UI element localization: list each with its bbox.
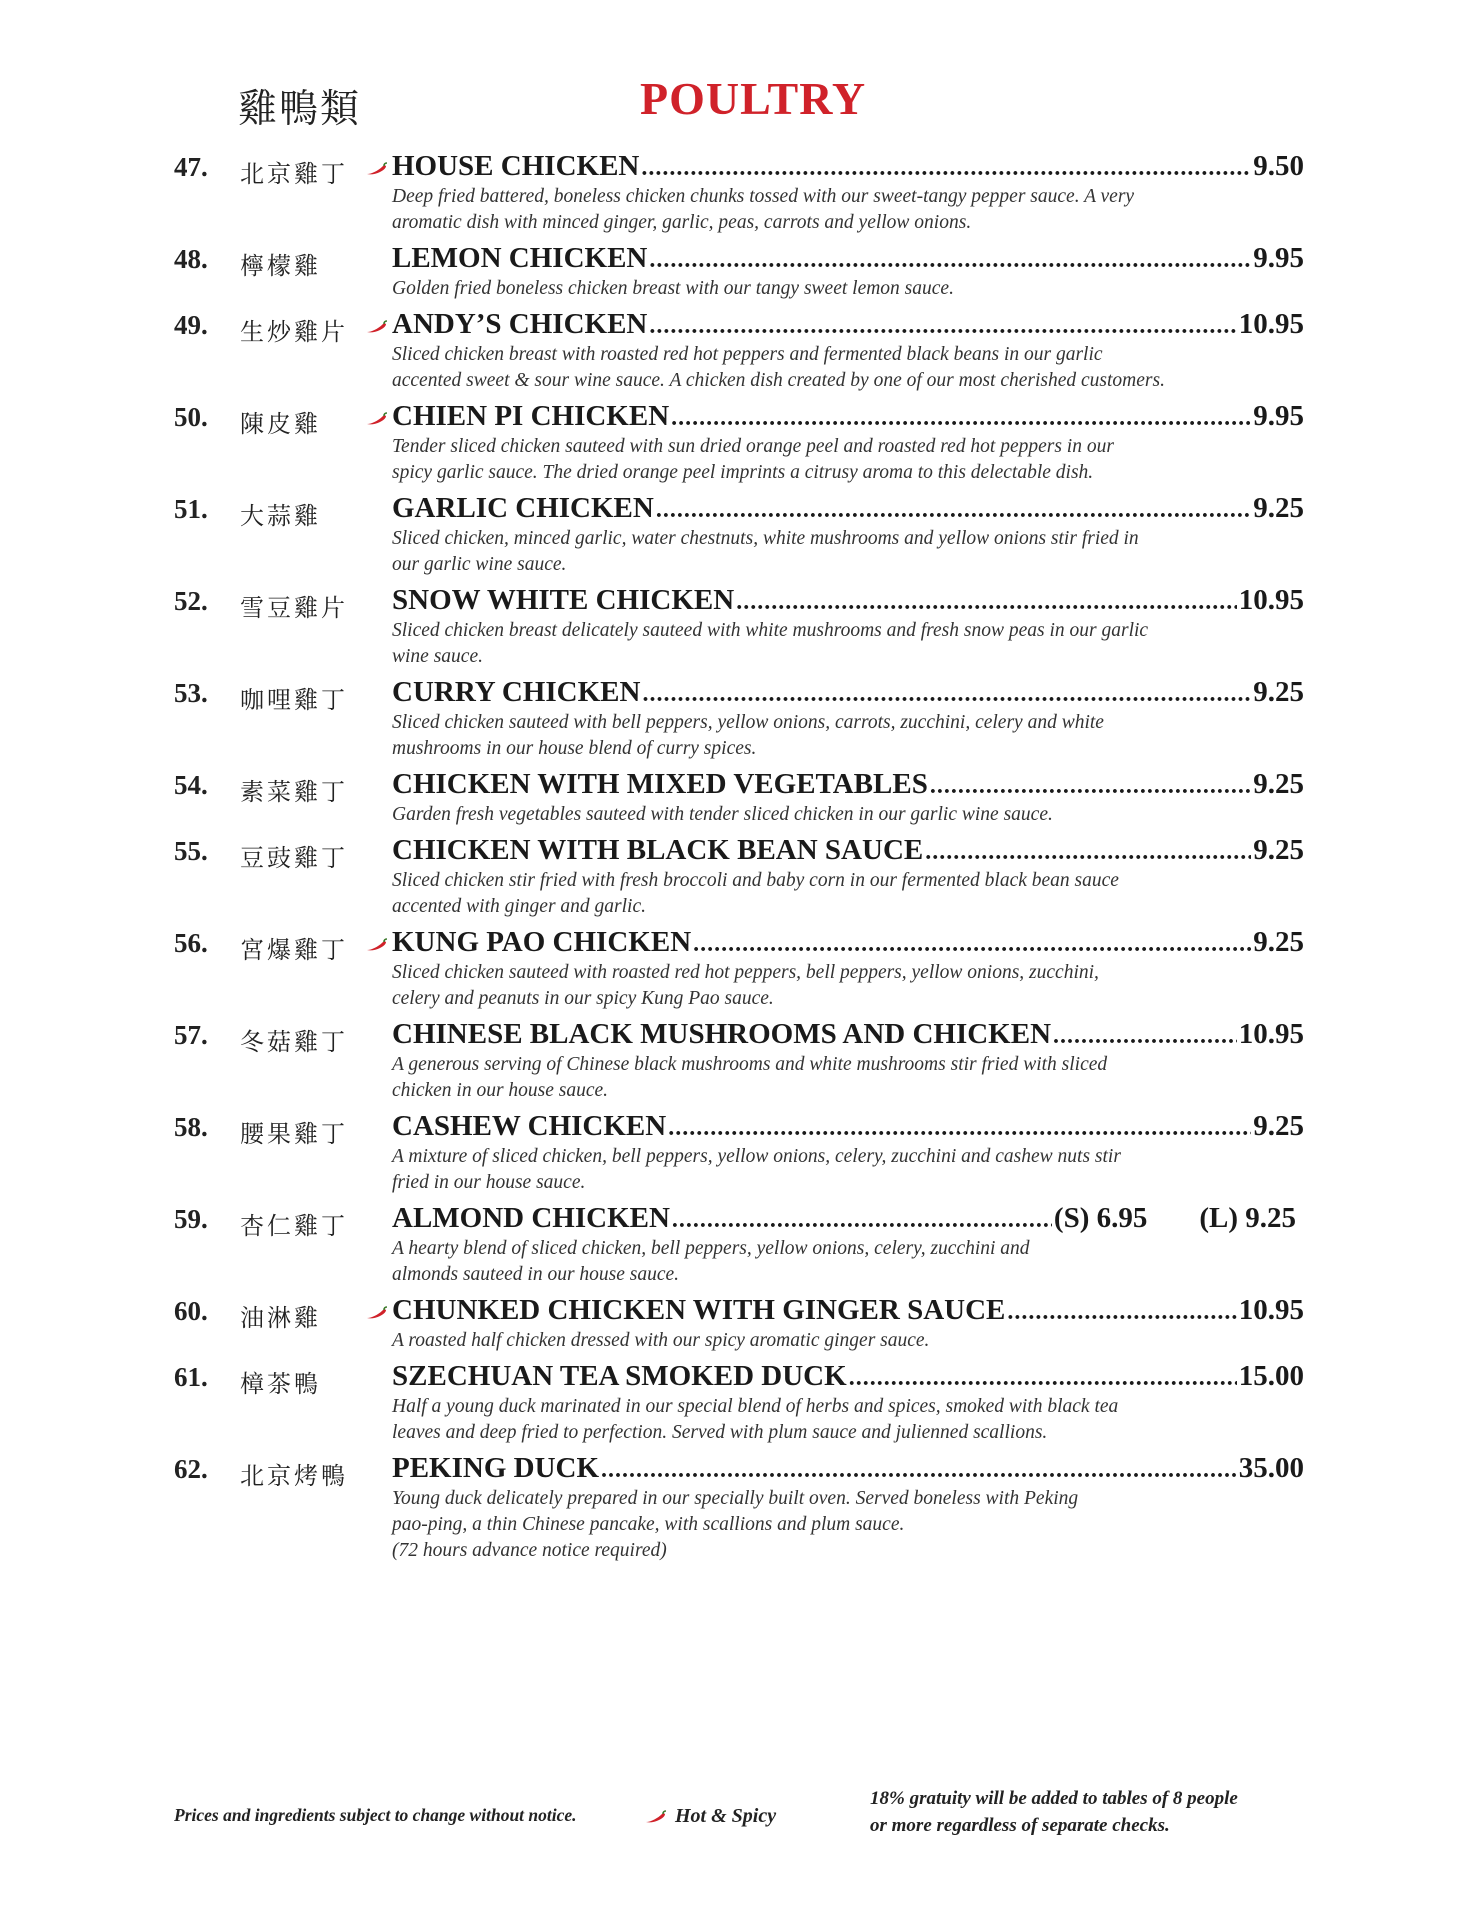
description-line: Golden fried boneless chicken breast with our tangy sweet lemon sauce. xyxy=(392,278,954,299)
item-main xyxy=(392,492,1304,578)
description-line: Young duck delicately prepared in our specially built oven. Served boneless with Peking xyxy=(392,1488,1079,1509)
item-main xyxy=(392,242,1304,302)
item-price: 9.25 xyxy=(1253,676,1304,708)
item-description xyxy=(392,1328,1262,1354)
item-title-line xyxy=(392,768,1304,802)
description-line: Sliced chicken sauteed with roasted red hot peppers, bell peppers, yellow onions, zucchini, xyxy=(392,962,1099,983)
gratuity-line: or more regardless of separate checks. xyxy=(870,1815,1170,1836)
item-name: ALMOND CHICKEN xyxy=(392,1202,670,1234)
item-price: 10.95 xyxy=(1238,1018,1304,1050)
item-name: CHICKEN WITH MIXED VEGETABLES xyxy=(392,768,928,800)
item-price: 9.95 xyxy=(1253,400,1304,432)
item-chinese-name: 素菜雞丁 xyxy=(240,778,348,806)
description-line: Tender sliced chicken sauteed with sun dried orange peel and roasted red hot peppers in our xyxy=(392,436,1114,457)
item-chinese-name: 豆豉雞丁 xyxy=(240,844,348,872)
description-line: celery and peanuts in our spicy Kung Pao sauce. xyxy=(392,988,774,1009)
item-name: SNOW WHITE CHICKEN xyxy=(392,584,735,616)
item-main xyxy=(392,676,1304,762)
menu-item xyxy=(174,400,1304,486)
item-number: 51. xyxy=(174,494,208,524)
menu-item xyxy=(174,834,1304,920)
description-line: mushrooms in our house blend of curry spices. xyxy=(392,738,757,759)
description-line: Half a young duck marinated in our special blend of herbs and spices, smoked with black tea xyxy=(392,1396,1119,1417)
description-line: Sliced chicken breast with roasted red hot peppers and fermented black beans in our garlic xyxy=(392,344,1103,365)
dot-leader xyxy=(1007,1299,1236,1326)
item-main xyxy=(392,1360,1304,1446)
item-number: 59. xyxy=(174,1204,208,1234)
menu-item xyxy=(174,492,1304,578)
item-title-line xyxy=(392,400,1304,434)
item-name: CURRY CHICKEN xyxy=(392,676,641,708)
menu-items-list xyxy=(174,150,1304,1570)
item-number: 62. xyxy=(174,1454,208,1484)
item-price: 9.25 xyxy=(1253,1110,1304,1142)
menu-item xyxy=(174,1360,1304,1446)
item-number: 55. xyxy=(174,836,208,866)
description-line: almonds sauteed in our house sauce. xyxy=(392,1264,680,1285)
description-line: Sliced chicken breast delicately sauteed with white mushrooms and fresh snow peas in our garlic xyxy=(392,620,1149,641)
item-main xyxy=(392,1294,1304,1354)
item-number: 61. xyxy=(174,1362,208,1392)
menu-item xyxy=(174,308,1304,394)
item-description xyxy=(392,868,1262,920)
dot-leader xyxy=(925,839,1251,866)
item-title-line xyxy=(392,1110,1304,1144)
item-number: 57. xyxy=(174,1020,208,1050)
item-chinese-name: 生炒雞片 xyxy=(240,318,348,346)
item-chinese-name: 檸檬雞 xyxy=(240,252,321,280)
item-chinese-name: 宮爆雞丁 xyxy=(240,936,348,964)
item-chinese-name: 北京烤鴨 xyxy=(240,1462,348,1490)
item-title-line xyxy=(392,834,1304,868)
dot-leader xyxy=(672,1207,1052,1234)
item-name: PEKING DUCK xyxy=(392,1452,600,1484)
item-number: 49. xyxy=(174,310,208,340)
section-title-english: POULTRY xyxy=(640,73,867,124)
description-line: our garlic wine sauce. xyxy=(392,554,567,575)
menu-item xyxy=(174,1202,1304,1288)
item-main xyxy=(392,308,1304,394)
item-name: CASHEW CHICKEN xyxy=(392,1110,667,1142)
description-line: wine sauce. xyxy=(392,646,483,667)
description-line: aromatic dish with minced ginger, garlic, peas, carrots and yellow onions. xyxy=(392,212,972,233)
description-line: chicken in our house sauce. xyxy=(392,1080,609,1101)
hot-spicy-legend xyxy=(645,1805,776,1828)
item-price: 10.95 xyxy=(1238,584,1304,616)
item-number: 47. xyxy=(174,152,208,182)
item-name: SZECHUAN TEA SMOKED DUCK xyxy=(392,1360,847,1392)
description-line: accented sweet & sour wine sauce. A chicken dish created by one of our most cherished customers. xyxy=(392,370,1165,391)
item-name: CHUNKED CHICKEN WITH GINGER SAUCE xyxy=(392,1294,1006,1326)
item-number: 50. xyxy=(174,402,208,432)
item-main xyxy=(392,584,1304,670)
price-notice: Prices and ingredients subject to change without notice. xyxy=(174,1805,577,1825)
chili-pepper-icon xyxy=(645,1810,667,1824)
item-description xyxy=(392,1144,1262,1196)
item-title-line xyxy=(392,308,1304,342)
item-main xyxy=(392,150,1304,236)
description-line: Sliced chicken stir fried with fresh broccoli and baby corn in our fermented black bean sauce xyxy=(392,870,1119,891)
item-name: CHINESE BLACK MUSHROOMS AND CHICKEN xyxy=(392,1018,1052,1050)
dot-leader xyxy=(1053,1023,1237,1050)
item-main xyxy=(392,400,1304,486)
item-chinese-name: 咖哩雞丁 xyxy=(240,686,348,714)
hot-spicy-label: Hot & Spicy xyxy=(675,1805,777,1827)
item-chinese-name: 油淋雞 xyxy=(240,1304,321,1332)
item-main xyxy=(392,1202,1304,1288)
item-chinese-name: 冬菇雞丁 xyxy=(240,1028,348,1056)
dot-leader xyxy=(930,773,1251,800)
item-number: 48. xyxy=(174,244,208,274)
item-price: 9.25 xyxy=(1253,492,1304,524)
item-price: 10.95 xyxy=(1238,308,1304,340)
item-chinese-name: 腰果雞丁 xyxy=(240,1120,348,1148)
menu-item xyxy=(174,1110,1304,1196)
description-line: spicy garlic sauce. The dried orange peel imprints a citrusy aroma to this delectable dish. xyxy=(392,462,1094,483)
item-title-line xyxy=(392,676,1304,710)
item-description xyxy=(392,802,1262,828)
menu-item xyxy=(174,150,1304,236)
description-line: leaves and deep fried to perfection. Served with plum sauce and julienned scallions. xyxy=(392,1422,1048,1443)
item-price-large: (L) 9.25 xyxy=(1199,1202,1297,1234)
item-title-line xyxy=(392,1018,1304,1052)
description-line: A generous serving of Chinese black mushrooms and white mushrooms stir fried with sliced xyxy=(392,1054,1108,1075)
item-name: CHICKEN WITH BLACK BEAN SAUCE xyxy=(392,834,924,866)
item-name: HOUSE CHICKEN xyxy=(392,150,640,182)
item-chinese-name: 杏仁雞丁 xyxy=(240,1212,348,1240)
menu-item xyxy=(174,242,1304,302)
item-title-line xyxy=(392,150,1304,184)
item-name: KUNG PAO CHICKEN xyxy=(392,926,692,958)
item-description xyxy=(392,618,1262,670)
item-name: GARLIC CHICKEN xyxy=(392,492,654,524)
item-main xyxy=(392,926,1304,1012)
dot-leader xyxy=(668,1115,1251,1142)
item-number: 58. xyxy=(174,1112,208,1142)
section-title-chinese: 雞鴨類 xyxy=(238,87,362,132)
chili-pepper-icon xyxy=(366,938,388,952)
item-name: CHIEN PI CHICKEN xyxy=(392,400,670,432)
dot-leader xyxy=(693,931,1251,958)
chili-pepper-icon xyxy=(366,1306,388,1320)
item-title-line xyxy=(392,1294,1304,1328)
item-chinese-name: 陳皮雞 xyxy=(240,410,321,438)
item-description xyxy=(392,1236,1262,1288)
item-title-line xyxy=(392,584,1304,618)
item-title-line xyxy=(392,492,1304,526)
item-description xyxy=(392,1052,1262,1104)
item-price: 9.25 xyxy=(1253,926,1304,958)
item-main xyxy=(392,1018,1304,1104)
description-line: A mixture of sliced chicken, bell peppers, yellow onions, celery, zucchini and cashew nuts stir xyxy=(392,1146,1121,1167)
chili-pepper-icon xyxy=(366,412,388,426)
chili-pepper-icon xyxy=(366,162,388,176)
dot-leader xyxy=(671,405,1251,432)
item-description xyxy=(392,276,1262,302)
item-description xyxy=(392,184,1262,236)
menu-item xyxy=(174,926,1304,1012)
dot-leader xyxy=(736,589,1237,616)
description-line: fried in our house sauce. xyxy=(392,1172,586,1193)
menu-item xyxy=(174,676,1304,762)
item-chinese-name: 樟茶鴨 xyxy=(240,1370,321,1398)
item-price: 9.25 xyxy=(1253,768,1304,800)
item-main xyxy=(392,1452,1304,1564)
dot-leader xyxy=(649,247,1251,274)
item-number: 60. xyxy=(174,1296,208,1326)
description-line: (72 hours advance notice required) xyxy=(392,1540,667,1561)
item-price: 35.00 xyxy=(1238,1452,1304,1484)
item-title-line xyxy=(392,1360,1304,1394)
item-price: (S) 6.95 xyxy=(1053,1202,1148,1234)
item-description xyxy=(392,1486,1262,1564)
menu-item xyxy=(174,768,1304,828)
menu-item xyxy=(174,584,1304,670)
item-number: 54. xyxy=(174,770,208,800)
item-description xyxy=(392,434,1262,486)
item-description xyxy=(392,710,1262,762)
menu-item xyxy=(174,1294,1304,1354)
item-description xyxy=(392,960,1262,1012)
description-line: A roasted half chicken dressed with our spicy aromatic ginger sauce. xyxy=(392,1330,930,1351)
item-main xyxy=(392,768,1304,828)
gratuity-notice xyxy=(870,1785,1330,1839)
dot-leader xyxy=(601,1457,1237,1484)
item-title-line xyxy=(392,926,1304,960)
item-chinese-name: 大蒜雞 xyxy=(240,502,321,530)
item-title-line xyxy=(392,1452,1304,1486)
item-description xyxy=(392,342,1262,394)
item-number: 52. xyxy=(174,586,208,616)
dot-leader xyxy=(649,313,1236,340)
chili-pepper-icon xyxy=(366,320,388,334)
item-price: 9.25 xyxy=(1253,834,1304,866)
item-title-line xyxy=(392,1202,1304,1236)
description-line: Sliced chicken, minced garlic, water chestnuts, white mushrooms and yellow onions stir fried in xyxy=(392,528,1139,549)
dot-leader xyxy=(642,681,1251,708)
item-price: 9.95 xyxy=(1253,242,1304,274)
description-line: A hearty blend of sliced chicken, bell peppers, yellow onions, celery, zucchini and xyxy=(392,1238,1030,1259)
description-line: Deep fried battered, boneless chicken chunks tossed with our sweet-tangy pepper sauce. A very xyxy=(392,186,1135,207)
item-price: 9.50 xyxy=(1253,150,1304,182)
item-chinese-name: 北京雞丁 xyxy=(240,160,348,188)
item-number: 53. xyxy=(174,678,208,708)
description-line: accented with ginger and garlic. xyxy=(392,896,646,917)
item-chinese-name: 雪豆雞片 xyxy=(240,594,348,622)
item-price: 15.00 xyxy=(1238,1360,1304,1392)
item-name: ANDY’S CHICKEN xyxy=(392,308,648,340)
item-title-line xyxy=(392,242,1304,276)
menu-item xyxy=(174,1018,1304,1104)
dot-leader xyxy=(641,155,1251,182)
gratuity-line: 18% gratuity will be added to tables of 8 people xyxy=(870,1788,1238,1809)
item-main xyxy=(392,1110,1304,1196)
dot-leader xyxy=(656,497,1251,524)
item-price: 10.95 xyxy=(1238,1294,1304,1326)
description-line: Garden fresh vegetables sauteed with tender sliced chicken in our garlic wine sauce. xyxy=(392,804,1053,825)
item-description xyxy=(392,1394,1262,1446)
item-name: LEMON CHICKEN xyxy=(392,242,648,274)
description-line: Sliced chicken sauteed with bell peppers, yellow onions, carrots, zucchini, celery and white xyxy=(392,712,1104,733)
item-description xyxy=(392,526,1262,578)
dot-leader xyxy=(849,1365,1237,1392)
description-line: pao-ping, a thin Chinese pancake, with scallions and plum sauce. xyxy=(392,1514,905,1535)
item-number: 56. xyxy=(174,928,208,958)
item-main xyxy=(392,834,1304,920)
menu-item xyxy=(174,1452,1304,1564)
